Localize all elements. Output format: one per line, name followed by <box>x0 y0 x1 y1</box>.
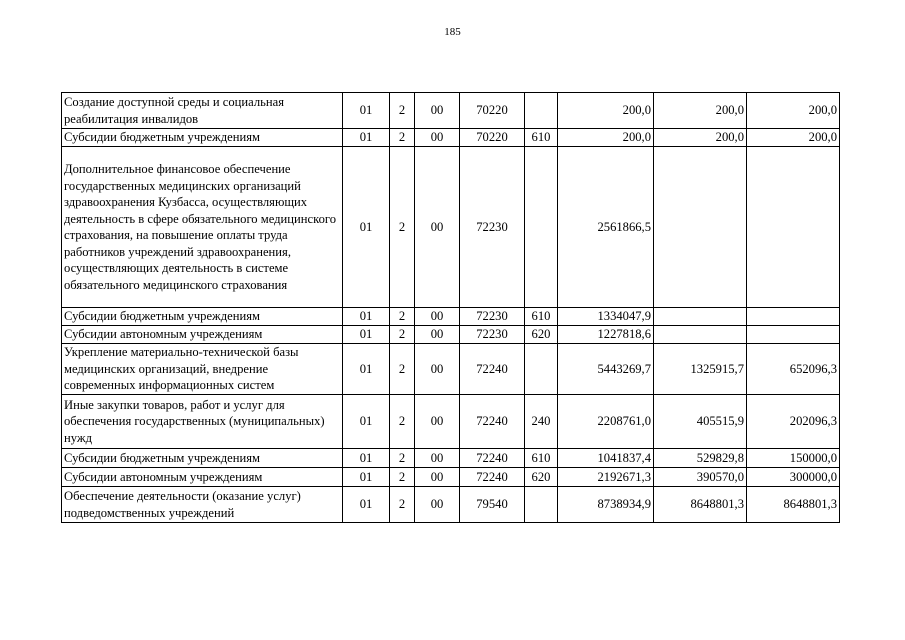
amount-year-2: 1325915,7 <box>654 344 747 395</box>
amount-year-1: 1041837,4 <box>558 449 654 468</box>
expense-type-code: 610 <box>525 308 558 326</box>
section-code: 01 <box>343 449 390 468</box>
group-code: 00 <box>415 129 460 147</box>
subprogram-code: 2 <box>390 129 415 147</box>
group-code: 00 <box>415 468 460 487</box>
amount-year-3 <box>747 147 840 308</box>
row-name: Укрепление материально-технической базы медицинских организаций, внедрение современных информационных систем <box>62 344 343 395</box>
direction-code: 72230 <box>460 147 525 308</box>
section-code: 01 <box>343 147 390 308</box>
expense-type-code: 610 <box>525 449 558 468</box>
table-row <box>62 487 840 523</box>
amount-year-3: 8648801,3 <box>747 487 840 523</box>
amount-year-1: 200,0 <box>558 129 654 147</box>
expense-type-code: 610 <box>525 129 558 147</box>
row-name: Субсидии бюджетным учреждениям <box>62 129 343 147</box>
amount-year-2: 405515,9 <box>654 395 747 449</box>
subprogram-code: 2 <box>390 468 415 487</box>
page-number: 185 <box>444 26 461 38</box>
section-code: 01 <box>343 308 390 326</box>
table-row <box>62 129 840 147</box>
row-name: Обеспечение деятельности (оказание услуг) подведомственных учреждений <box>62 487 343 523</box>
direction-code: 70220 <box>460 93 525 129</box>
expense-type-code <box>525 344 558 395</box>
expense-type-code <box>525 93 558 129</box>
amount-year-1: 8738934,9 <box>558 487 654 523</box>
table-row <box>62 308 840 326</box>
amount-year-3: 202096,3 <box>747 395 840 449</box>
amount-year-2: 529829,8 <box>654 449 747 468</box>
amount-year-3: 200,0 <box>747 129 840 147</box>
amount-year-2 <box>654 308 747 326</box>
subprogram-code: 2 <box>390 326 415 344</box>
group-code: 00 <box>415 308 460 326</box>
group-code: 00 <box>415 344 460 395</box>
row-name: Субсидии автономным учреждениям <box>62 468 343 487</box>
table-row <box>62 468 840 487</box>
table-row <box>62 449 840 468</box>
row-name: Дополнительное финансовое обеспечение государственных медицинских организаций здравоохранения Кузбасса, осуществляющих деятельность в сфере обязательного медицинского страхования, на повышение оплаты труда работников учреждений здравоохранения, осуществляющих деятельность в системе обязательного медицинского страхования <box>62 147 343 308</box>
subprogram-code: 2 <box>390 308 415 326</box>
budget-table <box>61 92 840 523</box>
section-code: 01 <box>343 487 390 523</box>
group-code: 00 <box>415 487 460 523</box>
subprogram-code: 2 <box>390 344 415 395</box>
group-code: 00 <box>415 395 460 449</box>
amount-year-2: 390570,0 <box>654 468 747 487</box>
subprogram-code: 2 <box>390 395 415 449</box>
table-row <box>62 395 840 449</box>
expense-type-code: 620 <box>525 326 558 344</box>
direction-code: 72240 <box>460 344 525 395</box>
section-code: 01 <box>343 468 390 487</box>
subprogram-code: 2 <box>390 449 415 468</box>
amount-year-2 <box>654 326 747 344</box>
amount-year-3: 300000,0 <box>747 468 840 487</box>
direction-code: 72240 <box>460 449 525 468</box>
direction-code: 72230 <box>460 308 525 326</box>
amount-year-2: 200,0 <box>654 129 747 147</box>
group-code: 00 <box>415 147 460 308</box>
amount-year-3: 652096,3 <box>747 344 840 395</box>
section-code: 01 <box>343 129 390 147</box>
direction-code: 72240 <box>460 395 525 449</box>
row-name: Субсидии автономным учреждениям <box>62 326 343 344</box>
section-code: 01 <box>343 326 390 344</box>
section-code: 01 <box>343 93 390 129</box>
row-name: Субсидии бюджетным учреждениям <box>62 449 343 468</box>
amount-year-1: 5443269,7 <box>558 344 654 395</box>
expense-type-code <box>525 487 558 523</box>
subprogram-code: 2 <box>390 93 415 129</box>
amount-year-3: 150000,0 <box>747 449 840 468</box>
subprogram-code: 2 <box>390 147 415 308</box>
direction-code: 79540 <box>460 487 525 523</box>
row-name: Субсидии бюджетным учреждениям <box>62 308 343 326</box>
amount-year-1: 2561866,5 <box>558 147 654 308</box>
amount-year-1: 2208761,0 <box>558 395 654 449</box>
amount-year-3: 200,0 <box>747 93 840 129</box>
amount-year-3 <box>747 308 840 326</box>
row-name: Создание доступной среды и социальная реабилитация инвалидов <box>62 93 343 129</box>
direction-code: 72230 <box>460 326 525 344</box>
table-row <box>62 344 840 395</box>
group-code: 00 <box>415 326 460 344</box>
expense-type-code: 620 <box>525 468 558 487</box>
amount-year-2 <box>654 147 747 308</box>
table-row <box>62 93 840 129</box>
section-code: 01 <box>343 395 390 449</box>
expense-type-code: 240 <box>525 395 558 449</box>
amount-year-1: 1227818,6 <box>558 326 654 344</box>
row-name: Иные закупки товаров, работ и услуг для обеспечения государственных (муниципальных) нужд <box>62 395 343 449</box>
amount-year-2: 8648801,3 <box>654 487 747 523</box>
section-code: 01 <box>343 344 390 395</box>
amount-year-1: 1334047,9 <box>558 308 654 326</box>
table-row <box>62 147 840 308</box>
group-code: 00 <box>415 449 460 468</box>
amount-year-2: 200,0 <box>654 93 747 129</box>
expense-type-code <box>525 147 558 308</box>
amount-year-3 <box>747 326 840 344</box>
group-code: 00 <box>415 93 460 129</box>
amount-year-1: 200,0 <box>558 93 654 129</box>
amount-year-1: 2192671,3 <box>558 468 654 487</box>
subprogram-code: 2 <box>390 487 415 523</box>
direction-code: 72240 <box>460 468 525 487</box>
table-row <box>62 326 840 344</box>
direction-code: 70220 <box>460 129 525 147</box>
